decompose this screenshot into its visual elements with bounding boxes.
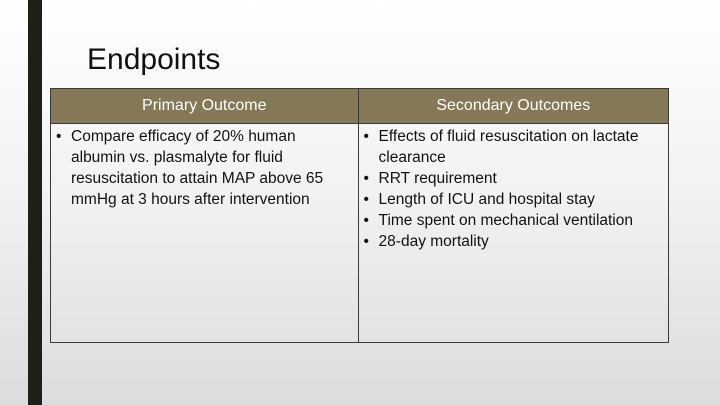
list-item-text: Compare efficacy of 20% human albumin vs. plasmalyte for fluid resuscitation to attain MAP above 65 mmHg at 3 hours after intervention [71,128,324,208]
table-row [51,124,669,343]
list-item-text: 28-day mortality [378,233,489,250]
endpoints-table [50,88,669,343]
list-item-text: Time spent on mechanical ventilation [378,212,633,229]
list-item [361,126,664,168]
left-accent-bar [28,0,42,405]
bullet-icon: • [363,212,369,229]
list-item [361,168,664,189]
list-item-text: Effects of fluid resuscitation on lactate clearance [378,128,639,166]
secondary-outcomes-list [361,126,664,252]
list-item [361,210,664,231]
bullet-icon: • [363,233,369,250]
list-item-text: Length of ICU and hospital stay [378,191,595,208]
slide-title: Endpoints [87,43,221,76]
primary-outcome-cell [51,124,359,343]
bullet-icon: • [56,128,62,145]
primary-outcome-header: Primary Outcome [51,89,359,124]
table-header-row [51,89,669,124]
secondary-outcomes-header: Secondary Outcomes [358,89,668,124]
list-item-text: RRT requirement [378,170,497,187]
bullet-icon: • [363,128,369,145]
primary-outcome-list [53,126,354,210]
bullet-icon: • [363,191,369,208]
list-item [361,231,664,252]
secondary-outcomes-cell [358,124,668,343]
list-item [53,126,354,210]
bullet-icon: • [363,170,369,187]
list-item [361,189,664,210]
